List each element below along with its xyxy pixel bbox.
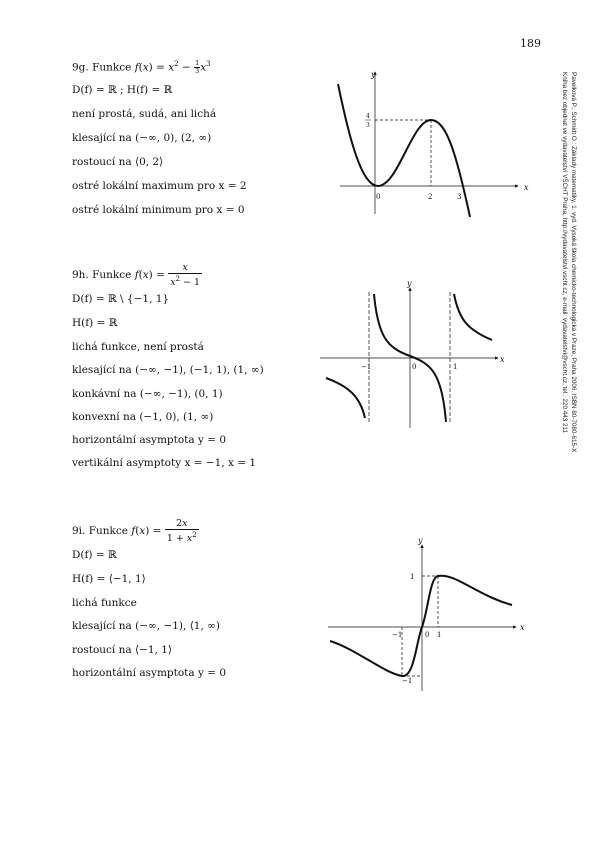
- graph-9h: [318, 278, 508, 438]
- property-line: D(f) = ℝ ; H(f) = ℝ: [72, 84, 173, 96]
- property-line: lichá funkce: [72, 597, 137, 609]
- property-line: vertikální asymptoty x = −1, x = 1: [72, 457, 257, 469]
- x-axis-label: x: [520, 623, 525, 632]
- y-tick-label: 1: [410, 573, 415, 581]
- property-line: D(f) = ℝ \ {−1, 1}: [72, 293, 170, 305]
- heading-prefix: 9g. Funkce: [72, 61, 135, 74]
- y-tick-label: −1: [402, 677, 413, 685]
- heading-prefix: 9h. Funkce: [72, 269, 135, 282]
- property-line: ostré lokální minimum pro x = 0: [72, 204, 245, 216]
- y-axis-label: y: [418, 536, 423, 545]
- x-tick-label: 1: [453, 363, 458, 371]
- property-line: H(f) = ℝ: [72, 317, 118, 329]
- property-line: konkávní na (−∞, −1), (0, 1): [72, 388, 223, 400]
- side-note-line-1: Pavelková P., Schmidt O.: Základy matematiky, 1. vyd. Vysoká škola chemicko-technologická v Praze, Praha 2006. ISBN 80-7080-615-X: [570, 72, 577, 453]
- property-line: klesající na (−∞, 0), (2, ∞): [72, 132, 212, 144]
- graph-9g: [320, 62, 540, 220]
- page-number: 189: [520, 37, 541, 50]
- curve-left-branch: [326, 378, 365, 418]
- heading-prefix: 9i. Funkce: [72, 525, 132, 538]
- x-tick-label: 2: [428, 193, 433, 201]
- property-line: horizontální asymptota y = 0: [72, 434, 227, 446]
- property-line: H(f) = ⟨−1, 1⟩: [72, 573, 146, 585]
- x-tick-label: 3: [457, 193, 462, 201]
- x-axis-label: x: [500, 355, 505, 364]
- property-line: není prostá, sudá, ani lichá: [72, 108, 217, 120]
- y-tick-label: 4: [366, 113, 370, 120]
- y-axis-label: y: [371, 70, 376, 79]
- property-line: konvexní na (−1, 0), (1, ∞): [72, 411, 214, 423]
- side-note-line-2: Kniha bez objednat ve vydavatelství VŠCHT Praha, http://vydavatelstvi.vscht.cz, e-mail: vydavatelstvi@vscht.cz, tel.: 220 443 211: [561, 72, 569, 434]
- section-heading: 9h. Funkce f(x) = $\frac{x}{x^2 - 1}$: [72, 262, 201, 289]
- property-line: klesající na (−∞, −1), ⟨1, ∞): [72, 620, 220, 632]
- y-tick-label: 3: [366, 122, 370, 129]
- x-tick-label: 0: [425, 631, 430, 639]
- x-tick-label: 0: [376, 193, 381, 201]
- property-line: D(f) = ℝ: [72, 549, 117, 561]
- property-line: rostoucí na ⟨−1, 1⟩: [72, 644, 172, 656]
- x-tick-label: 0: [412, 363, 417, 371]
- y-axis-label: y: [407, 279, 412, 288]
- x-axis-label: x: [524, 183, 529, 192]
- section-heading: 9g. Funkce $f(x) = x^2$ − $\frac{1}{3}$ $x^3$: [72, 59, 211, 75]
- property-line: ostré lokální maximum pro x = 2: [72, 180, 247, 192]
- x-tick-label: −1: [361, 363, 372, 371]
- curve-right-branch: [454, 294, 492, 340]
- property-line: lichá funkce, není prostá: [72, 341, 204, 353]
- side-note: [560, 72, 577, 568]
- function-curve: [338, 84, 470, 217]
- property-line: klesající na (−∞, −1), (−1, 1), (1, ∞): [72, 364, 264, 376]
- graph-9i: [326, 533, 530, 693]
- section-heading: 9i. Funkce f(x) = $\frac{2x}{1 + x^2}$: [72, 518, 197, 545]
- property-line: rostoucí na ⟨0, 2⟩: [72, 156, 164, 168]
- x-tick-label: 1: [437, 631, 442, 639]
- x-tick-label: −1: [392, 631, 403, 639]
- property-line: horizontální asymptota y = 0: [72, 667, 227, 679]
- function-curve: [330, 576, 512, 676]
